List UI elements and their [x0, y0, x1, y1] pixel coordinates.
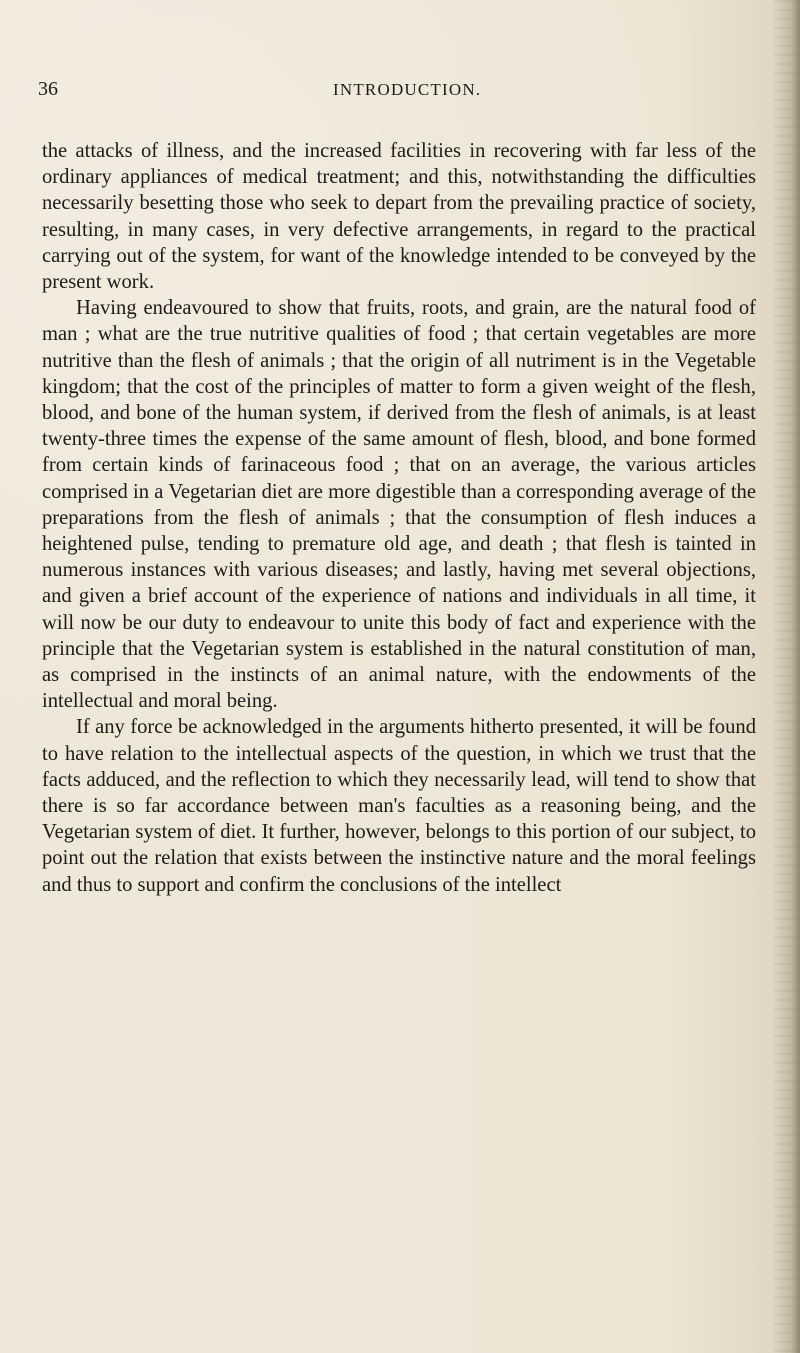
running-head: INTRODUCTION. [333, 80, 482, 99]
page-number: 36 [38, 78, 58, 100]
paragraph-2: Having endeavoured to show that fruits, roots, and grain, are the natural food of man ; what are the true nutritive qualities of food ; that certain vegetables are more nutritive than the flesh of animals ; that the origin of all nutriment is in the Vegetable kingdom; that the cost of the principles of matter to form a given weight of the flesh, blood, and bone of the human system, if derived from the flesh of animals, is at least twenty-three times the expense of the same amount of flesh, blood, and bone formed from certain kinds of farinaceous food ; that on an average, the various articles comprised in a Vegetarian diet are more digestible than a corresponding average of the preparations from the flesh of animals ; that the consumption of flesh induces a heightened pulse, tending to premature old age, and death ; that flesh is tainted in numerous instances with various diseases; and lastly, having met several objections, and given a brief account of the experience of nations and individuals in all time, it will now be our duty to endeavour to unite this body of fact and experience with the principle that the Vegetarian system is established in the natural constitution of man, as comprised in the instincts of an animal nature, with the endowments of the intellectual and moral being. [42, 297, 756, 713]
paragraph-1: the attacks of illness, and the increased facilities in recovering with far less of the ordinary appliances of medical treatment; and this, notwithstanding the difficulties necessarily besetting those who seek to depart from the prevailing practice of society, resulting, in many cases, in very defective arrangements, in regard to the practical carrying out of the system, for want of the knowledge intended to be conveyed by the present work. [42, 140, 756, 294]
paragraph-3: If any force be acknowledged in the arguments hitherto presented, it will be found to have relation to the intellectual aspects of the question, in which we trust that the facts adduced, and the reflection to which they necessarily lead, will tend to show that there is so far accordance between man's faculties as a reasoning being, and the Vegetarian system of diet. It further, however, belongs to this portion of our subject, to point out the relation that exists between the instinctive nature and the moral feelings and thus to support and confirm the conclusions of the intellect [42, 716, 756, 896]
body-text [42, 138, 756, 898]
page-edge-shadow [774, 0, 800, 1353]
page-header [38, 79, 758, 109]
